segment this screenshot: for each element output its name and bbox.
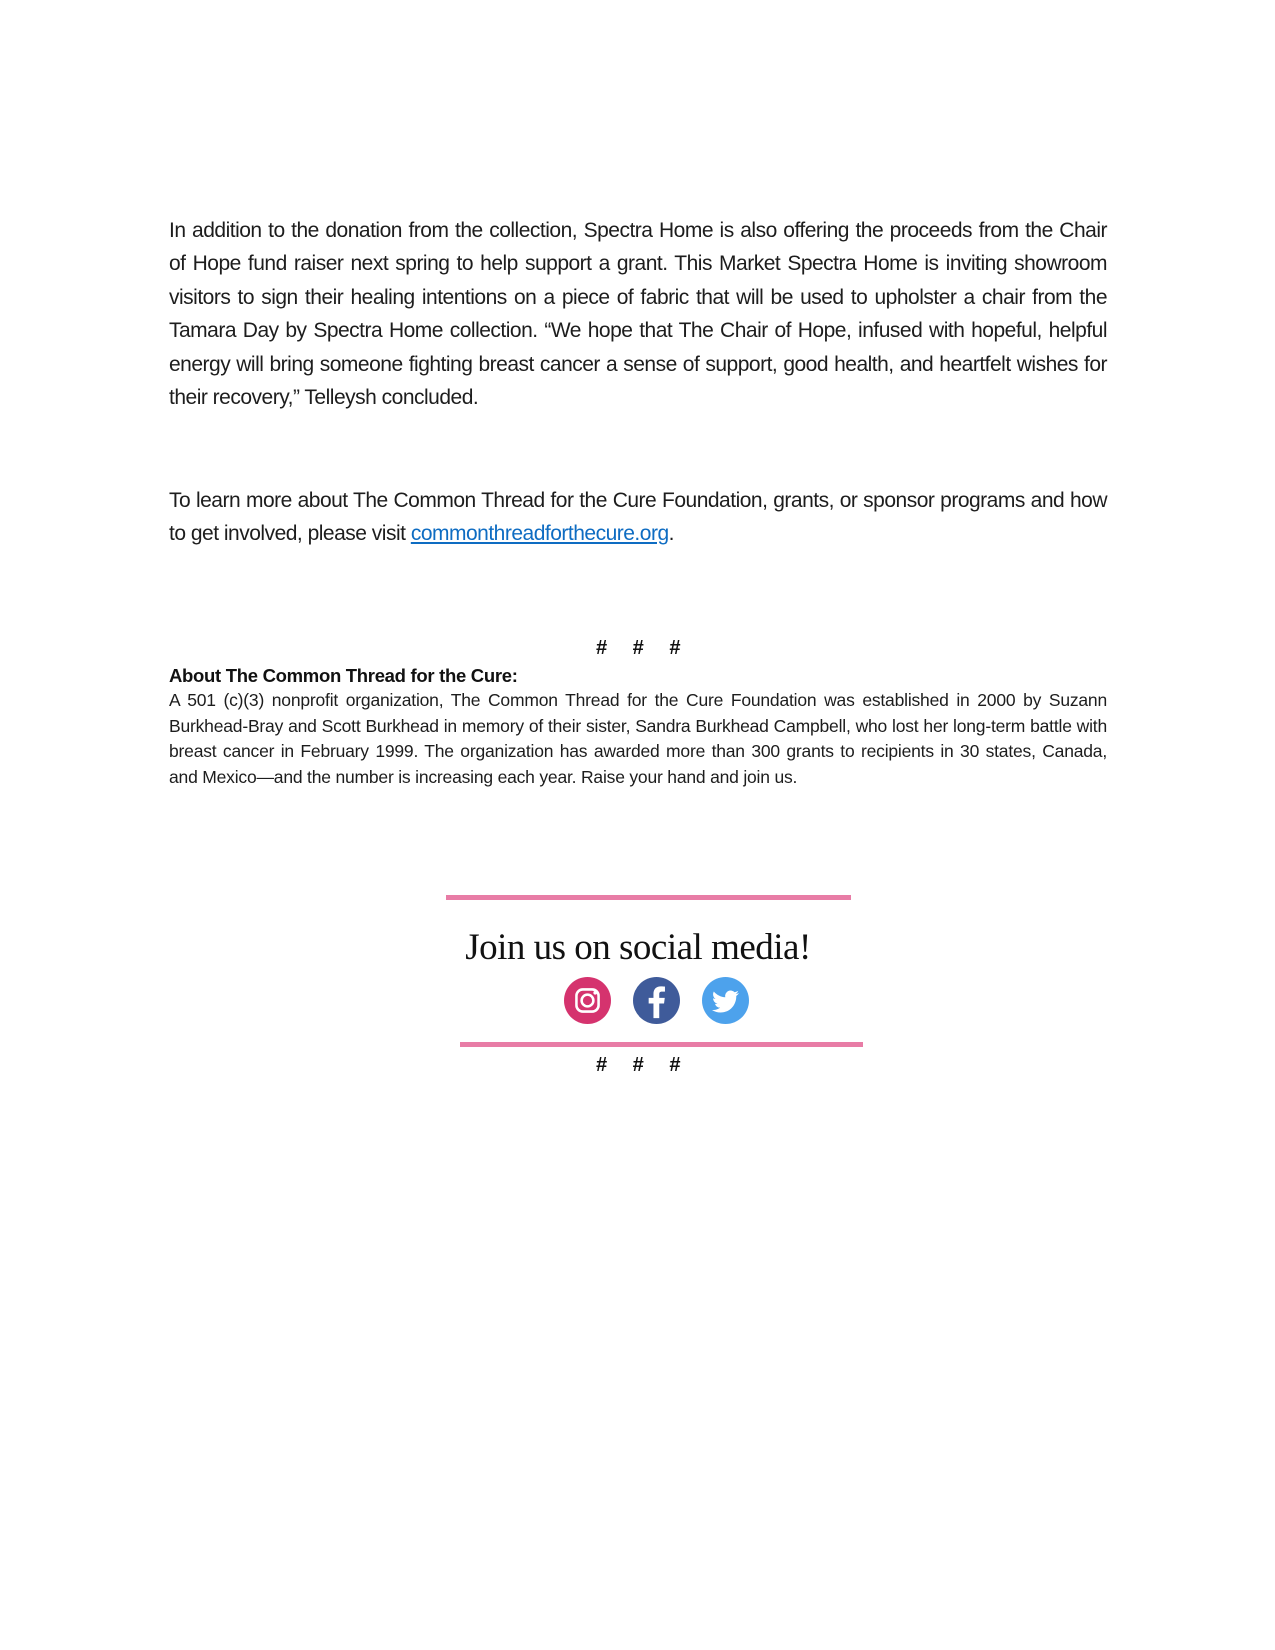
social-icons-row bbox=[564, 977, 749, 1024]
twitter-logo-icon bbox=[702, 977, 749, 1024]
learn-more-period: . bbox=[668, 522, 674, 546]
facebook-logo-icon bbox=[633, 977, 680, 1024]
about-heading: About The Common Thread for the Cure: bbox=[169, 665, 518, 686]
learn-more-paragraph bbox=[169, 484, 1107, 551]
about-paragraph: A 501 (c)(3) nonprofit organization, The Common Thread for the Cure Foundation was established in 2000 by Suzann Burkhead-Bray and Scott Burkhead in memory of their sister, Sandra Burkhead Campbell, who lost her long-term battle with breast cancer in February 1999. The organization has awarded more than 300 grants to recipients in 30 states, Canada, and Mexico—and the number is increasing each year. Raise your hand and join us. bbox=[169, 690, 1107, 787]
learn-more-text: To learn more about The Common Thread for the Cure Foundation, grants, or sponsor programs and how to get involved, please visit bbox=[169, 489, 1107, 546]
instagram-logo-icon bbox=[564, 977, 611, 1024]
pink-divider-bottom bbox=[460, 1042, 863, 1047]
social-media-heading: Join us on social media! bbox=[465, 927, 811, 968]
hash-divider-top: # # # bbox=[595, 637, 681, 659]
intro-paragraph: In addition to the donation from the collection, Spectra Home is also offering the proceeds from the Chair of Hope fund raiser next spring to help support a grant. This Market Spectra Home is inviting showroom visitors to sign their healing intentions on a piece of fabric that will be used to upholster a chair from the Tamara Day by Spectra Home collection. “We hope that The Chair of Hope, infused with hopeful, helpful energy will bring someone fighting breast cancer a sense of support, good health, and heartfelt wishes for their recovery,” Telleysh concluded. bbox=[169, 219, 1107, 410]
twitter-icon[interactable] bbox=[702, 977, 749, 1024]
facebook-icon[interactable] bbox=[633, 977, 680, 1024]
hash-divider-bottom: # # # bbox=[595, 1054, 681, 1076]
instagram-icon[interactable] bbox=[564, 977, 611, 1024]
foundation-website-link[interactable]: commonthreadforthecure.org bbox=[410, 522, 669, 546]
pink-divider-top bbox=[446, 895, 851, 900]
